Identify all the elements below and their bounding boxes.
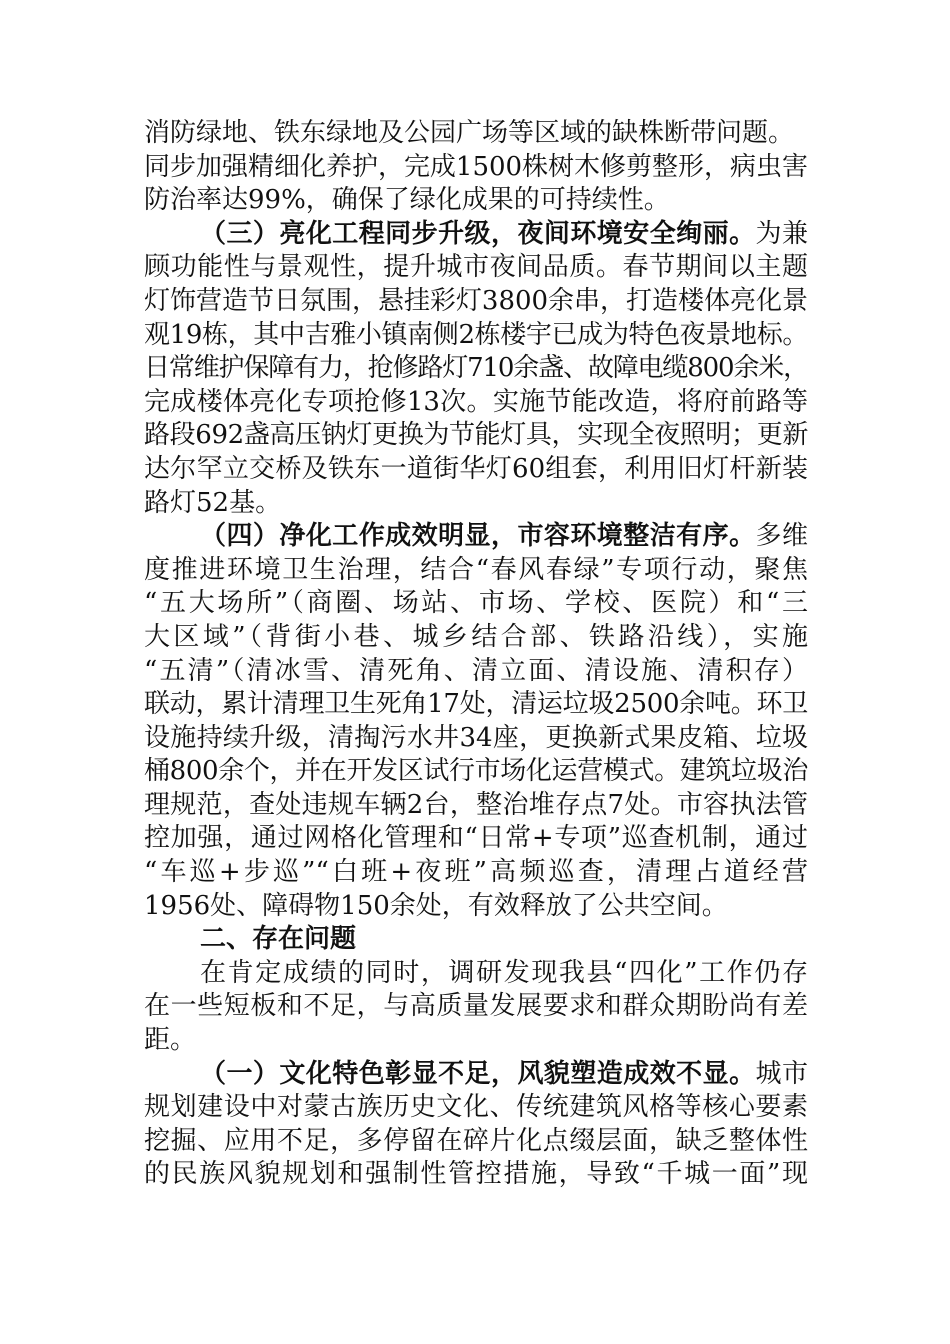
paragraph-line: 挖掘、应用不足，多停留在碎片化点缀层面，缺乏整体性 xyxy=(144,1125,808,1156)
section-heading-3: （三）亮化工程同步升级，夜间环境安全绚丽。 xyxy=(200,218,756,249)
paragraph-line: 日常维护保障有力，抢修路灯710余盏、故障电缆800余米， xyxy=(144,353,808,384)
paragraph-line: 距。 xyxy=(144,1025,197,1056)
paragraph-line: 大区域”（背街小巷、城乡结合部、铁路沿线），实施 xyxy=(144,621,808,652)
paragraph-line: 路段692盏高压钠灯更换为节能灯具，实现全夜照明；更新 xyxy=(144,420,808,451)
section-heading-4: （四）净化工作成效明显，市容环境整洁有序。 xyxy=(200,521,756,552)
paragraph-line: 消防绿地、铁东绿地及公园广场等区域的缺株断带问题。 xyxy=(144,118,795,148)
chapter-heading: 二、存在问题 xyxy=(200,924,357,955)
section-heading-1: （一）文化特色彰显不足，风貌塑造成效不显。 xyxy=(200,1058,756,1089)
paragraph-line: 桶800余个，并在开发区试行市场化运营模式。建筑垃圾治 xyxy=(144,756,808,787)
paragraph-line: 度推进环境卫生治理，结合“春风春绿”专项行动，聚焦 xyxy=(144,554,808,585)
paragraph-line: 灯饰营造节日氛围，悬挂彩灯3800余串，打造楼体亮化景 xyxy=(144,285,808,316)
paragraph-line: 控加强，通过网格化管理和“日常+专项”巡查机制，通过 xyxy=(144,823,808,854)
paragraph-line: 理规范，查处违规车辆2台，整治堆存点7处。市容执法管 xyxy=(144,789,808,820)
paragraph-line: 在肯定成绩的同时，调研发现我县“四化”工作仍存 xyxy=(200,957,808,988)
paragraph-line: 设施持续升级，清掏污水井34座，更换新式果皮箱、垃圾 xyxy=(144,722,808,753)
paragraph-line: 同步加强精细化养护，完成1500株树木修剪整形，病虫害 xyxy=(144,151,808,182)
section-heading-line: （三）亮化工程同步升级，夜间环境安全绚丽。为兼 xyxy=(200,218,808,249)
paragraph-line: 达尔罕立交桥及铁东一道街华灯60组套，利用旧灯杆新装 xyxy=(144,453,808,484)
paragraph-line: 规划建设中对蒙古族历史文化、传统建筑风格等核心要素 xyxy=(144,1092,808,1123)
paragraph-line: 防治率达99%，确保了绿化成果的可持续性。 xyxy=(144,185,670,216)
paragraph-line: “五大场所”（商圈、场站、市场、学校、医院）和“三 xyxy=(144,588,808,619)
paragraph-line: 观19栋，其中吉雅小镇南侧2栋楼宇已成为特色夜景地标。 xyxy=(144,319,808,350)
paragraph-line: 联动，累计清理卫生死角17处，清运垃圾2500余吨。环卫 xyxy=(144,689,808,720)
paragraph-line: “五清”（清冰雪、清死角、清立面、清设施、清积存） xyxy=(144,655,808,686)
paragraph-line: 路灯52基。 xyxy=(144,487,282,518)
paragraph-line: 完成楼体亮化专项抢修13次。实施节能改造，将府前路等 xyxy=(144,386,808,417)
section-heading-line: （四）净化工作成效明显，市容环境整洁有序。多维 xyxy=(200,521,808,552)
paragraph-line: 在一些短板和不足，与高质量发展要求和群众期盼尚有差 xyxy=(144,991,808,1022)
paragraph-line: 的民族风貌规划和强制性管控措施，导致“千城一面”现 xyxy=(144,1159,808,1190)
section-heading-line: （一）文化特色彰显不足，风貌塑造成效不显。城市 xyxy=(200,1058,808,1089)
paragraph-line: “车巡+步巡”“白班+夜班”高频巡查，清理占道经营 xyxy=(144,857,808,888)
paragraph-line: 顾功能性与景观性，提升城市夜间品质。春节期间以主题 xyxy=(144,252,808,283)
paragraph-line: 1956处、障碍物150余处，有效释放了公共空间。 xyxy=(144,890,728,921)
document-body xyxy=(144,117,808,1192)
